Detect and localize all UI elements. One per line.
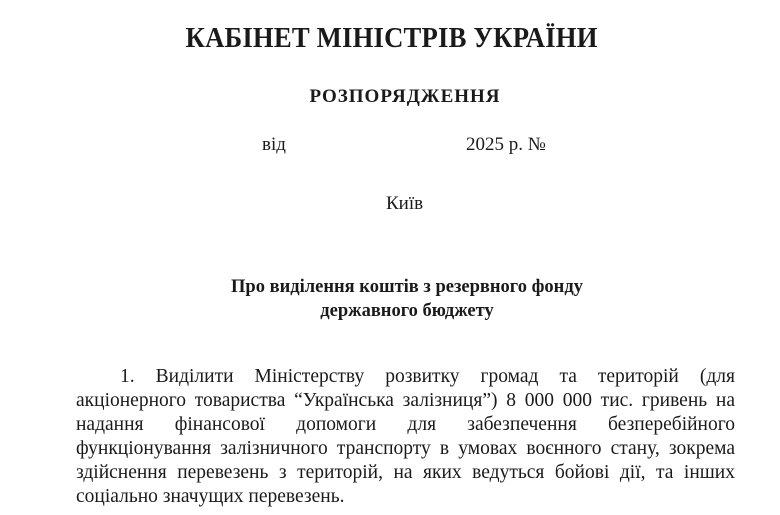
city: Київ (386, 193, 424, 214)
subject-line-2: державного бюджету (320, 301, 494, 321)
paragraph-line: соціально значущих перевезень. (76, 486, 345, 507)
paragraph-line: здійснення перевезень з територій, на яких ведуться бойові дії, та інших (76, 462, 735, 483)
paragraph-line: 1. Виділити Міністерству розвитку громад та територій (для (120, 366, 735, 387)
paragraph-line: акціонерного товариства “Українська залізниця”) 8 000 000 тис. гривень на (76, 390, 735, 411)
paragraph-line: надання фінансової допомоги для забезпечення безперебійного (76, 414, 735, 435)
document-type: РОЗПОРЯДЖЕННЯ (309, 86, 501, 107)
date-from-label: від (262, 134, 286, 155)
issuer-title (33, 22, 751, 55)
subject-line-1: Про виділення коштів з резервного фонду (231, 277, 583, 297)
date-year-number: 2025 р. № (466, 134, 546, 155)
issuer-title-text: КАБІНЕТ МІНІСТРІВ УКРАЇНИ (185, 22, 598, 54)
paragraph-line: функціонування залізничного транспорту в умовах воєнного стану, зокрема (76, 438, 735, 459)
